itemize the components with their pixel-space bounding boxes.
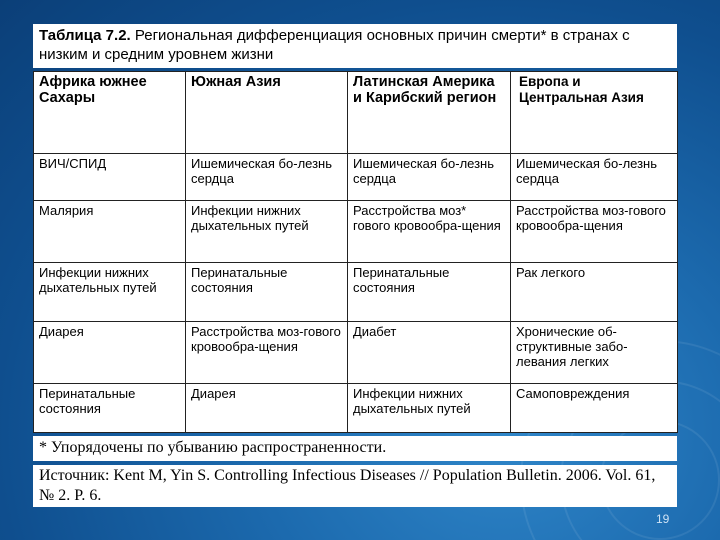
table-cell: Расстройства моз-гового кровообра-щения	[511, 201, 678, 263]
header-cell: Латинская Америка и Карибский регион	[348, 72, 511, 154]
table-cell: Диабет	[348, 322, 511, 384]
header-cell: Африка южнее Сахары	[34, 72, 186, 154]
table-cell: Рак легкого	[511, 263, 678, 322]
table-cell: Ишемическая бо-лезнь сердца	[348, 154, 511, 201]
table-header-row	[34, 72, 678, 154]
header-cell: Южная Азия	[186, 72, 348, 154]
table-cell: Перинатальные состояния	[348, 263, 511, 322]
table-cell: Хронические об-структивные забо-левания легких	[511, 322, 678, 384]
table-cell: Расстройства моз-гового кровообра-щения	[186, 322, 348, 384]
table-row	[34, 154, 678, 201]
table-title-text: Региональная дифференциация основных причин смерти* в странах с низким и средним уровнем жизни	[39, 27, 630, 63]
table-cell: Ишемическая бо-лезнь сердца	[186, 154, 348, 201]
table-cell: ВИЧ/СПИД	[34, 154, 186, 201]
table-cell: Ишемическая бо-лезнь сердца	[511, 154, 678, 201]
table-row	[34, 201, 678, 263]
table-cell: Самоповреждения	[511, 384, 678, 433]
source-citation: Источник: Kent M, Yin S. Controlling Infectious Diseases // Population Bulletin. 2006. Vol. 61, № 2. P. 6.	[33, 465, 677, 507]
table-cell: Диарея	[186, 384, 348, 433]
footnote: * Упорядочены по убыванию распространенности.	[33, 436, 677, 461]
table-title-label: Таблица 7.2.	[39, 27, 131, 44]
table-cell: Расстройства моз* гового кровообра-щения	[348, 201, 511, 263]
header-cell: Европа и Центральная Азия	[511, 72, 678, 154]
causes-of-death-table	[33, 71, 678, 433]
table-cell: Инфекции нижних дыхательных путей	[34, 263, 186, 322]
table-cell: Перинатальные состояния	[186, 263, 348, 322]
table-cell: Перинатальные состояния	[34, 384, 186, 433]
table-row	[34, 263, 678, 322]
table-cell: Инфекции нижних дыхательных путей	[186, 201, 348, 263]
table-title	[33, 24, 677, 68]
table-row	[34, 322, 678, 384]
table-cell: Инфекции нижних дыхательных путей	[348, 384, 511, 433]
table-cell: Малярия	[34, 201, 186, 263]
table-cell: Диарея	[34, 322, 186, 384]
table-row	[34, 384, 678, 433]
page-number: 19	[656, 512, 670, 526]
